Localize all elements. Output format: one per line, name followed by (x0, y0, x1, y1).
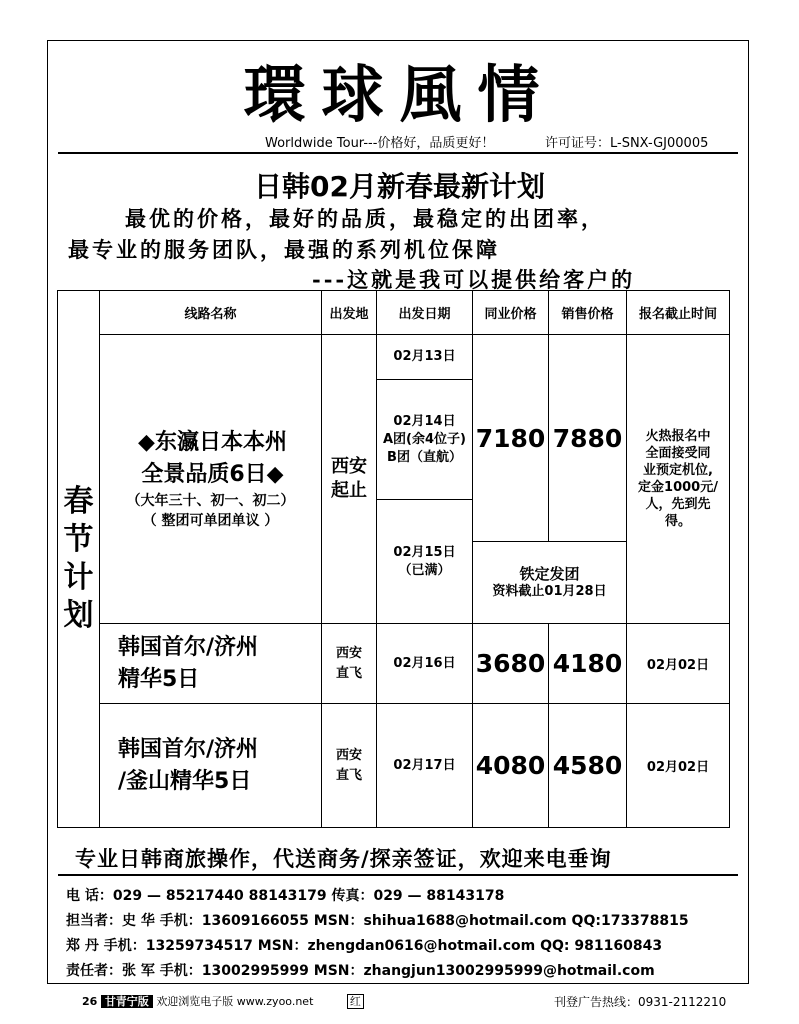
license-number: 许可证号：L-SNX-GJ00005 (545, 136, 709, 151)
departure-korea-jeju: 西安 直飞 (322, 624, 377, 704)
ad-hotline: 刊登广告热线：0931-2112210 (554, 995, 727, 1009)
route-japan: ◆东瀛日本本州 全景品质6日◆ （大年三十、初一、初二） （ 整团可单团单议 ） (100, 335, 322, 624)
contact-shihua: 担当者：史 华 手机：13609166055 MSN：shihua1688@hotmail.com QQ:173378815 (66, 913, 689, 929)
slogan-line-3: ---这就是我可以提供给客户的 (312, 267, 636, 292)
date-0217: 02月17日 (377, 704, 473, 828)
side-label: 春 节 计 划 (58, 291, 100, 828)
color-mark: 红 (347, 994, 364, 1009)
sale-price-korea-jeju: 4180 (549, 624, 627, 704)
table-row (58, 704, 730, 828)
sale-price-japan: 7880 (549, 335, 627, 542)
fixed-departure: 铁定发团 资料截止01月28日 (473, 542, 627, 624)
header-date: 出发日期 (377, 291, 473, 335)
brand-title: 環球風情 (243, 58, 556, 131)
bottom-left-bar (82, 993, 364, 1009)
header-sale-price: 销售价格 (549, 291, 627, 335)
route-korea-busan: 韩国首尔/济州 /釜山精华5日 (100, 704, 322, 828)
header-peer-price: 同业价格 (473, 291, 549, 335)
peer-price-japan: 7180 (473, 335, 549, 542)
route-korea-jeju: 韩国首尔/济州 精华5日 (100, 624, 322, 704)
schedule-table (57, 290, 730, 828)
date-0215: 02月15日 （已满） (377, 500, 473, 624)
publication-label: 甘青宁版 (101, 995, 153, 1008)
slogan-line-1: 最优的价格，最好的品质，最稳定的出团率， (125, 206, 605, 231)
table-header-row (58, 291, 730, 335)
departure-japan: 西安 起止 (322, 335, 377, 624)
header-deadline: 报名截止时间 (627, 291, 730, 335)
note-japan: 火热报名中 全面接受同 业预定机位, 定金1000元/ 人，先到先 得。 (627, 335, 730, 624)
header-departure: 出发地 (322, 291, 377, 335)
date-0214: 02月14日 A团(余4位子) B团（直航） (377, 380, 473, 500)
contact-zhengdan: 郑 丹 手机：13259734517 MSN：zhengdan0616@hotmail.com QQ: 981160843 (66, 938, 663, 954)
contact-phone: 电 话：029 — 85217440 88143179 传真：029 — 88143178 (66, 888, 505, 904)
tagline: Worldwide Tour---价格好，品质更好！ (265, 136, 495, 151)
table-row (58, 335, 730, 380)
footer-slogan: 专业日韩商旅操作，代送商务/探亲签证，欢迎来电垂询 (75, 847, 612, 871)
deadline-korea-jeju: 02月02日 (627, 624, 730, 704)
headline: 日韩02月新春最新计划 (254, 170, 545, 203)
peer-price-korea-busan: 4080 (473, 704, 549, 828)
slogan-line-2: 最专业的服务团队，最强的系列机位保障 (68, 237, 500, 262)
peer-price-korea-jeju: 3680 (473, 624, 549, 704)
divider (58, 152, 738, 154)
deadline-korea-busan: 02月02日 (627, 704, 730, 828)
table-row (58, 624, 730, 704)
page-number: 26 (82, 995, 98, 1008)
welcome-text: 欢迎浏览电子版 www.zyoo.net (156, 995, 314, 1008)
divider (58, 874, 738, 876)
departure-korea-busan: 西安 直飞 (322, 704, 377, 828)
contact-zhangjun: 责任者：张 军 手机：13002995999 MSN：zhangjun13002995999@hotmail.com (66, 963, 655, 979)
date-0213: 02月13日 (377, 335, 473, 380)
sale-price-korea-busan: 4580 (549, 704, 627, 828)
date-0216: 02月16日 (377, 624, 473, 704)
header-route: 线路名称 (100, 291, 322, 335)
